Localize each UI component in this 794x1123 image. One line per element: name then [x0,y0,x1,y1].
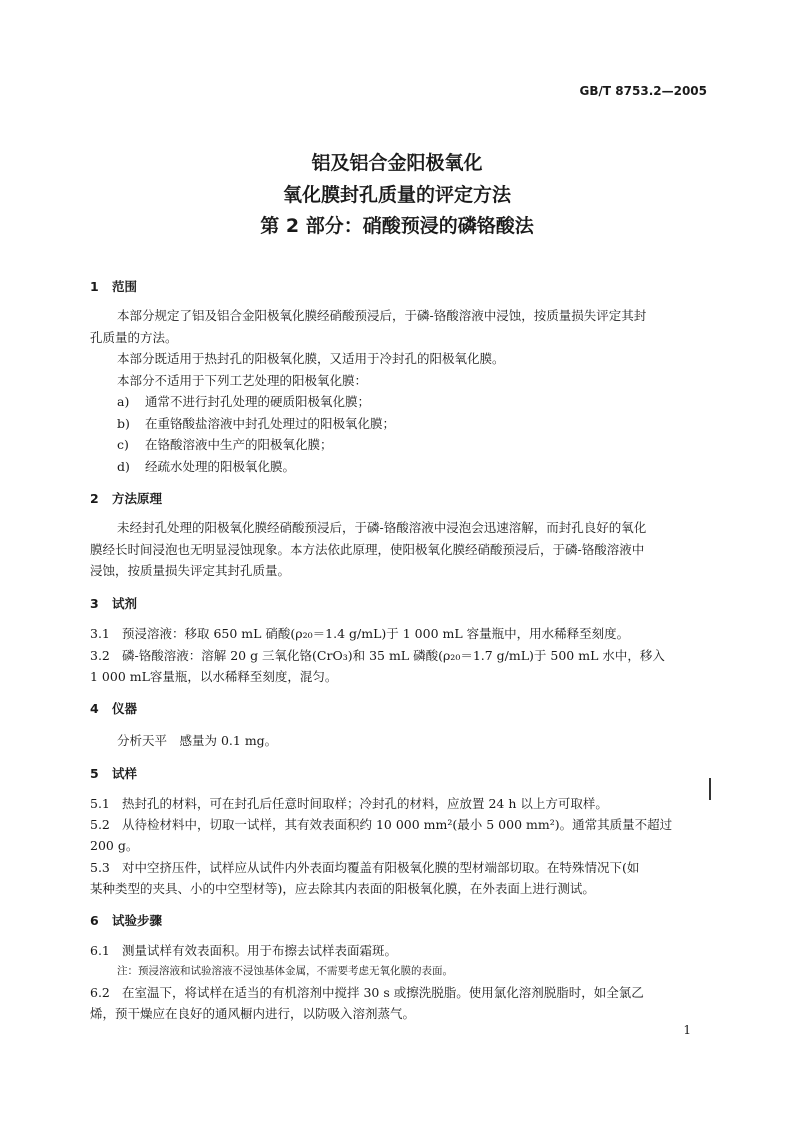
revision-bar [709,778,711,800]
page-number: 1 [683,1023,691,1037]
section-number: 4 [90,701,99,716]
section-title: 试剂 [112,596,138,611]
clause-text: 对中空挤压件，试样应从试件内外表面均覆盖有阳极氧化膜的型材端部切取。在特殊情况下(如 [122,860,640,875]
section-3-heading [90,594,137,612]
clause [90,624,629,642]
section-title: 仪器 [112,701,138,716]
clause-text: 从待检材料中，切取一试样，其有效表面积约 10 000 mm²(最小 5 000 mm²)。通常其质量不超过 [122,817,673,832]
section-1-heading [90,277,137,295]
list-item-text: 通常不进行封孔处理的硬质阳极氧化膜； [145,394,371,409]
clause [90,983,644,1001]
paragraph: 本部分规定了铝及铝合金阳极氧化膜经硝酸预浸后，于磷-铬酸溶液中浸蚀，按质量损失评定其封 [117,308,647,323]
paragraph: 孔质量的方法。 [90,330,178,345]
clause-number: 6.2 [90,985,110,1000]
document-title-line-2: 氧化膜封孔质量的评定方法 [282,184,511,206]
paragraph: 未经封孔处理的阳极氧化膜经硝酸预浸后，于磷-铬酸溶液中浸泡会迅速溶解，而封孔良好的氧化 [117,520,647,535]
section-title: 试样 [112,766,138,781]
clause-number: 3.1 [90,626,110,641]
section-number: 1 [90,279,99,294]
clause [90,858,639,876]
note: 注：预浸溶液和试验溶液不浸蚀基体金属，不需要考虑无氧化膜的表面。 [117,965,453,977]
section-2-heading [90,489,162,507]
clause-text: 预浸溶液：移取 650 mL 硝酸(ρ₂₀＝1.4 g/mL)于 1 000 mL 容量瓶中，用水稀释至刻度。 [122,626,630,641]
clause-text: 热封孔的材料，可在封孔后任意时间取样；冷封孔的材料，应放置 24 h 以上方可取样。 [122,796,608,811]
list-item-text: 经疏水处理的阳极氧化膜。 [145,459,296,474]
clause-continuation: 1 000 mL容量瓶，以水稀释至刻度，混匀。 [90,669,338,684]
section-title: 方法原理 [112,491,163,506]
section-number: 5 [90,766,99,781]
document-title-line-1: 铝及铝合金阳极氧化 [311,152,483,174]
list-item-text: 在重铬酸盐溶液中封孔处理过的阳极氧化膜； [145,416,396,431]
section-number: 6 [90,913,99,928]
paragraph: 本部分不适用于下列工艺处理的阳极氧化膜： [117,373,368,388]
clause-text: 测量试样有效表面积。用于布擦去试样表面霜斑。 [122,943,398,958]
list-marker: d) [117,459,130,474]
paragraph: 分析天平 感量为 0.1 mg。 [117,733,278,748]
list-item [117,435,333,453]
paragraph: 浸蚀，按质量损失评定其封孔质量。 [90,563,291,578]
clause-text: 磷-铬酸溶液：溶解 20 g 三氧化铬(CrO₃)和 35 mL 磷酸(ρ₂₀＝1.7 g/mL)于 500 mL 水中，移入 [122,648,665,663]
clause-number: 5.3 [90,860,110,875]
section-5-heading [90,764,137,782]
clause-continuation: 200 g。 [90,838,139,853]
clause-text: 在室温下，将试样在适当的有机溶剂中搅拌 30 s 或擦洗脱脂。使用氯化溶剂脱脂时，如全氯乙 [122,985,644,1000]
clause [90,941,397,959]
clause-number: 3.2 [90,648,110,663]
section-6-heading [90,911,162,929]
list-item-text: 在铬酸溶液中生产的阳极氧化膜； [145,437,333,452]
list-marker: a) [117,394,130,409]
list-item [117,457,295,475]
clause-continuation: 某种类型的夹具、小的中空型材等)，应去除其内表面的阳极氧化膜，在外表面上进行测试。 [90,881,595,896]
section-number: 3 [90,596,99,611]
clause [90,794,608,812]
document-title-line-3: 第 2 部分：硝酸预浸的磷铬酸法 [260,215,534,237]
list-item [117,392,370,410]
paragraph: 本部分既适用于热封孔的阳极氧化膜，又适用于冷封孔的阳极氧化膜。 [117,351,505,366]
section-4-heading [90,699,137,717]
section-title: 试验步骤 [112,913,163,928]
clause-number: 5.2 [90,817,110,832]
list-item [117,414,395,432]
list-marker: b) [117,416,130,431]
section-number: 2 [90,491,99,506]
paragraph: 膜经长时间浸泡也无明显浸蚀现象。本方法依此原理，使阳极氧化膜经硝酸预浸后，于磷-铬酸溶液中 [90,542,645,557]
clause [90,815,672,833]
list-marker: c) [117,437,129,452]
section-title: 范围 [112,279,138,294]
clause-continuation: 烯，预干燥应在良好的通风橱内进行，以防吸入溶剂蒸气。 [90,1006,416,1021]
clause-number: 5.1 [90,796,110,811]
clause-number: 6.1 [90,943,110,958]
standard-number: GB/T 8753.2—2005 [579,84,707,98]
clause [90,646,665,664]
